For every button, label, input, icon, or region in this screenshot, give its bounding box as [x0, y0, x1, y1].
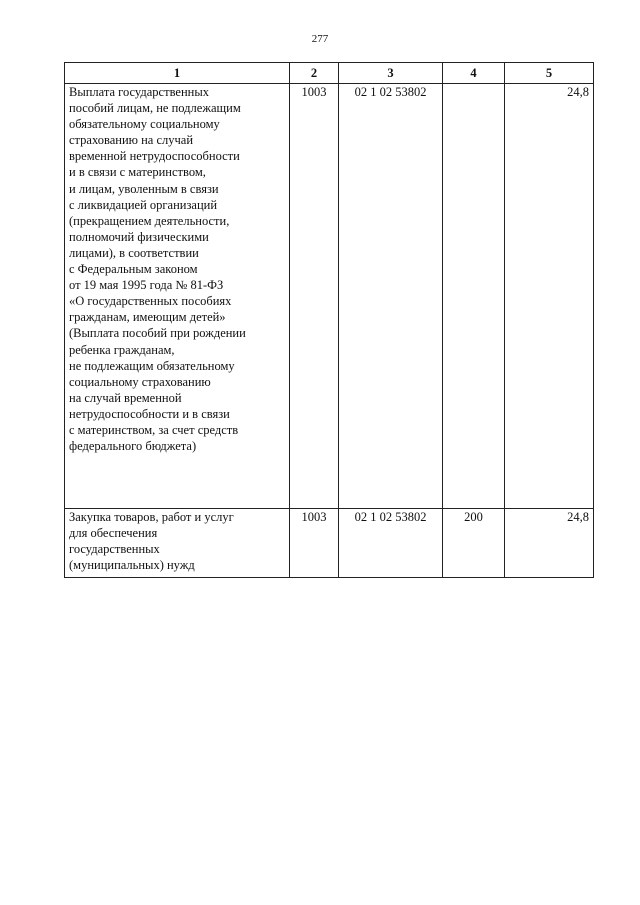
budget-table [64, 62, 594, 578]
header-row [65, 63, 594, 84]
row-name-line: полномочий физическими [69, 229, 209, 244]
row-name-line: (Выплата пособий при рождении [69, 326, 246, 341]
row-expense-type-cell: 200 [443, 509, 505, 578]
row-name-line: нетрудоспособности и в связи [69, 406, 230, 421]
row-name-line: временной нетрудоспособности [69, 149, 240, 164]
row-name-line: ребенка гражданам, [69, 342, 175, 357]
row-name-line: не подлежащим обязательному [69, 358, 235, 373]
row-expense-type-cell [443, 84, 505, 509]
row-name-line: пособий лицам, не подлежащим [69, 101, 241, 116]
row-target-cell: 02 1 02 53802 [339, 509, 443, 578]
page-number: 277 [311, 33, 329, 45]
header-cell-3: 3 [339, 63, 443, 84]
row-name-line: с Федеральным законом [69, 262, 198, 277]
header-cell-1: 1 [65, 63, 290, 84]
row-name-line: и лицам, уволенным в связи [69, 181, 219, 196]
row-name-cell [65, 84, 290, 509]
row-name-cell [65, 509, 290, 578]
row-name-line: социальному страхованию [69, 374, 211, 389]
row-name-line: и в связи с материнством, [69, 165, 206, 180]
row-name-line: федерального бюджета) [69, 439, 197, 454]
row-section-cell: 1003 [290, 509, 339, 578]
row-section-cell: 1003 [290, 84, 339, 509]
row-name-line: (муниципальных) нужд [69, 558, 195, 573]
header-cell-5: 5 [505, 63, 594, 84]
row-name-line: с ликвидацией организаций [69, 197, 218, 212]
row-name-line: лицами), в соответствии [69, 245, 199, 260]
row-name-line: страхованию на случай [69, 133, 194, 148]
table-row [65, 509, 594, 578]
row-name-line: государственных [69, 542, 160, 557]
row-amount-cell: 24,8 [505, 84, 594, 509]
row-target-cell: 02 1 02 53802 [339, 84, 443, 509]
table-body [65, 84, 594, 578]
row-amount-cell: 24,8 [505, 509, 594, 578]
table-row [65, 84, 594, 509]
header-cell-4: 4 [443, 63, 505, 84]
row-name-line: с материнством, за счет средств [69, 422, 239, 437]
row-name-line: на случай временной [69, 390, 182, 405]
row-name-line: «О государственных пособиях [69, 294, 232, 309]
header-cell-2: 2 [290, 63, 339, 84]
row-name-line: обязательному социальному [69, 117, 220, 132]
row-name-line: Выплата государственных [69, 85, 209, 99]
row-name-line: гражданам, имеющим детей» [69, 310, 226, 325]
row-name-line: от 19 мая 1995 года № 81-ФЗ [69, 278, 224, 293]
row-name-line: Закупка товаров, работ и услуг [69, 510, 234, 524]
row-name-line: для обеспечения [69, 526, 158, 541]
row-name-line: (прекращением деятельности, [69, 213, 230, 228]
